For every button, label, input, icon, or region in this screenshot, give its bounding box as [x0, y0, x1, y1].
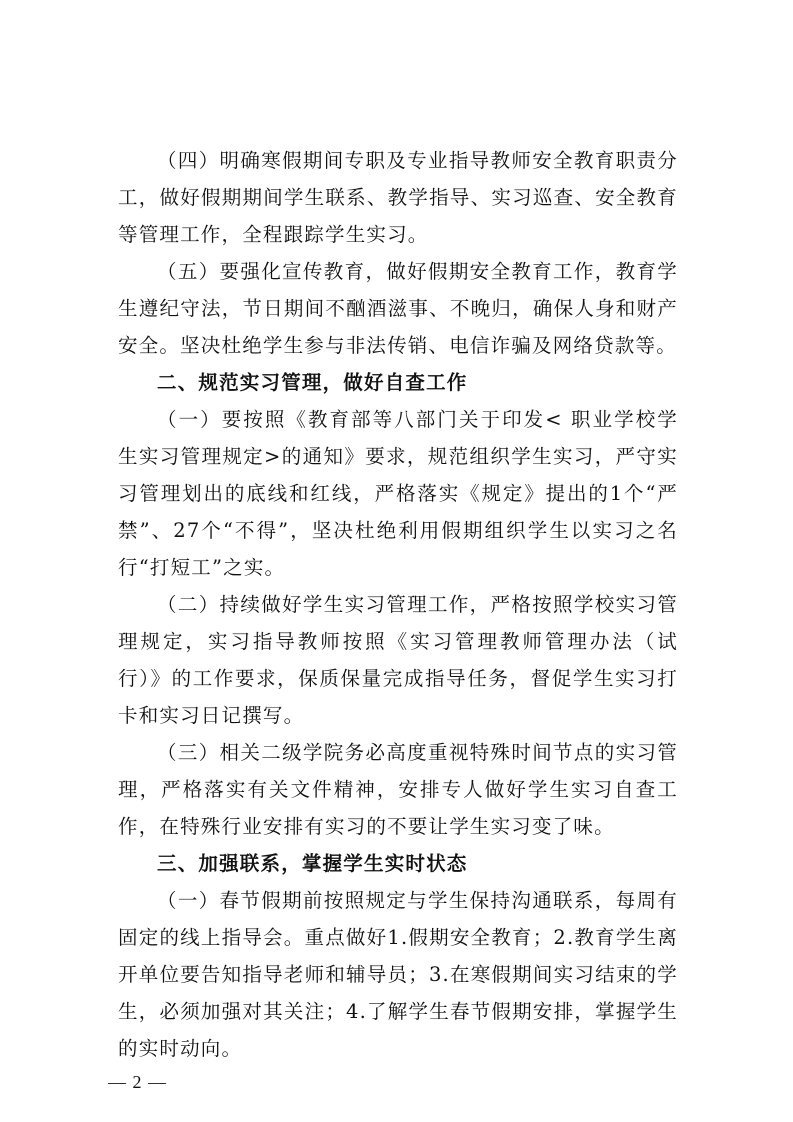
paragraph-4: （四）明确寒假期间专职及专业指导教师安全教育职责分工，做好假期期间学生联系、教学指导、实习巡查、安全教育等管理工作，全程跟踪学生实习。 [118, 149, 678, 246]
paragraph-5: （五）要强化宣传教育，做好假期安全教育工作，教育学生遵纪守法，节日期间不酗酒滋事、不晚归，确保人身和财产安全。坚决杜绝学生参与非法传销、电信诈骗及网络贷款等。 [118, 260, 678, 357]
paragraph-2-2: （二）持续做好学生实习管理工作，严格按照学校实习管理规定，实习指导教师按照《实习管理教师管理办法（试行）》的工作要求，保质保量完成指导任务，督促学生实习打卡和实习日记撰写。 [118, 593, 678, 727]
paragraph-2-3: （三）相关二级学院务必高度重视特殊时间节点的实习管理，严格落实有关文件精神，安排专人做好学生实习自查工作，在特殊行业安排有实习的不要让学生实习变了味。 [118, 741, 678, 838]
section-heading-3: 三、加强联系，掌握学生实时状态 [157, 852, 468, 875]
paragraph-3-1: （一）春节假期前按照规定与学生保持沟通联系，每周有固定的线上指导会。重点做好1.假期安全教育；2.教育学生离开单位要告知指导老师和辅导员；3.在寒假期间实习结束的学生，必须加强对其关注；4.了解学生春节假期安排，掌握学生的实时动向。 [118, 889, 678, 1060]
section-heading-2: 二、规范实习管理，做好自查工作 [157, 371, 468, 394]
document-body [118, 142, 678, 1067]
paragraph-2-1: （一）要按照《教育部等八部门关于印发< 职业学校学生实习管理规定>的通知》要求，规范组织学生实习，严守实习管理划出的底线和红线，严格落实《规定》提出的1个“严禁”、27个“不得”，坚决杜绝利用假期组织学生以实习之名行“打短工”之实。 [118, 408, 678, 579]
page-number: — 2 — [108, 1072, 167, 1092]
